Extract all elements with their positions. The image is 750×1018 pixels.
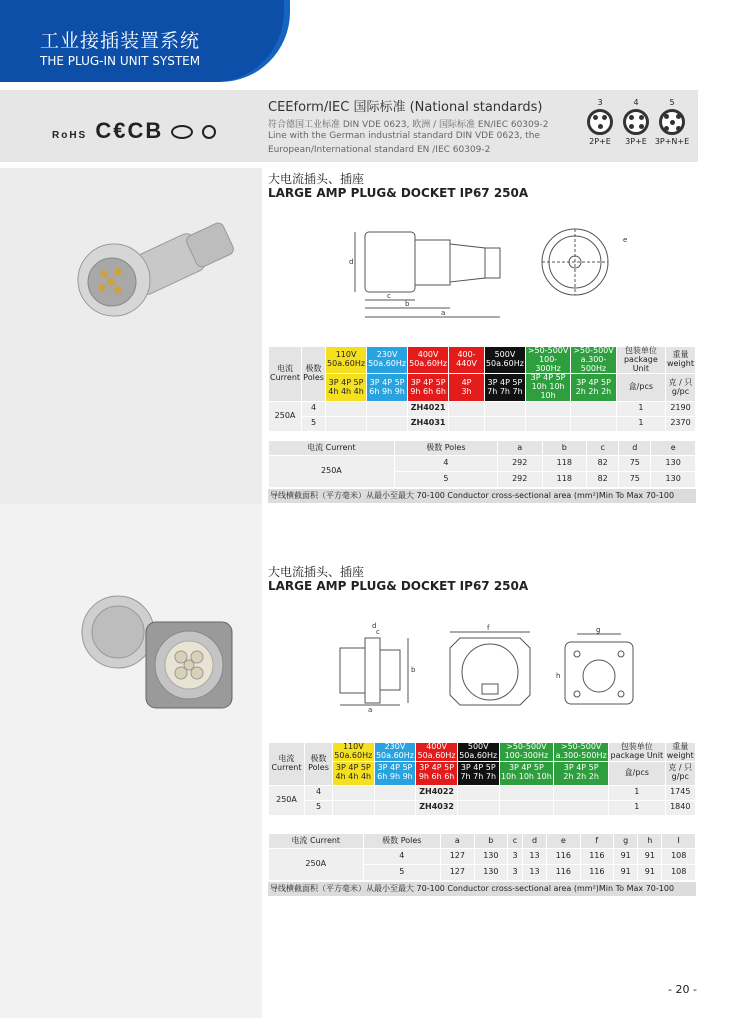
svg-text:a: a — [368, 706, 373, 714]
socket-5-icon — [659, 109, 685, 135]
hdr-g1-poles: 3P 4P 5P — [508, 763, 544, 773]
dim-b: 130 — [474, 865, 508, 881]
hdr-package-cn: 包装单位 — [624, 346, 657, 355]
svg-text:d: d — [372, 622, 377, 630]
pack-value: 1 — [609, 800, 665, 815]
hdr-package-en: package Unit — [623, 354, 658, 373]
hdr-230v-poles: 3P 4P 5P — [369, 377, 405, 387]
socket-photo — [78, 592, 248, 722]
hdr-g1-freq: 100-300Hz — [504, 750, 549, 760]
photo-panel-1 — [0, 168, 262, 504]
dim-hdr-b: b — [542, 441, 587, 456]
hdr-poles-en: Poles — [303, 372, 324, 382]
hdr-400v: 400V — [417, 350, 439, 360]
hdr-weight-en: weight — [667, 359, 694, 369]
hdr-110v-poles: 3P 4P 5P — [335, 763, 371, 773]
dim-a: 292 — [497, 456, 542, 472]
poles-value: 4 — [394, 456, 497, 472]
ce-cb-logo: C€CB — [95, 118, 164, 143]
hdr-weight-unit2: g/pc — [671, 386, 690, 396]
hdr-weight-unit1: 克 / 只 — [668, 377, 693, 387]
section1-title-en: LARGE AMP PLUG& DOCKET IP67 250A — [268, 186, 529, 200]
table-row — [269, 800, 696, 815]
svg-text:h: h — [556, 672, 561, 680]
standards-line2: Line with the German industrial standard DIN VDE 0623, the — [268, 131, 541, 141]
dim-hdr-a: a — [441, 834, 475, 849]
hdr-g1-v: >50-500V — [506, 742, 547, 751]
current-value: 250A — [269, 849, 364, 881]
dim-i: 108 — [662, 865, 696, 881]
dim-a: 127 — [441, 849, 475, 865]
section2-spec-table — [268, 742, 696, 816]
hdr-110v-poles: 3P 4P 5P — [328, 377, 364, 387]
hdr-g1-h: 10h 10h 10h — [531, 382, 565, 400]
hdr-110v-h: 4h 4h 4h — [328, 386, 364, 396]
pin-label: 3P+N+E — [654, 137, 690, 146]
dim-h: 91 — [638, 865, 662, 881]
pack-value: 1 — [616, 401, 665, 416]
product-code: ZH4032 — [416, 800, 458, 815]
dim-h: 91 — [638, 849, 662, 865]
hdr-package-cn: 包装单位 — [620, 742, 653, 751]
dim-e: 116 — [547, 865, 581, 881]
poles-value: 5 — [394, 472, 497, 488]
weight-value: 2370 — [665, 416, 695, 431]
table-row — [269, 785, 696, 800]
svg-text:g: g — [596, 626, 601, 634]
hdr-weight-unit2: g/pc — [671, 772, 689, 782]
hdr-poles-cn: 极数 — [305, 364, 322, 374]
ccc-icon — [171, 125, 193, 139]
section2-title-cn: 大电流插头、插座 — [268, 565, 365, 579]
poles-value: 4 — [302, 401, 326, 416]
dim-hdr-poles: 极数 Poles — [394, 441, 497, 456]
hdr-440v-poles: 4P — [461, 377, 472, 387]
section1-title-cn: 大电流插头、插座 — [268, 172, 365, 186]
section1-dimension-drawing — [345, 220, 645, 325]
hdr-poles-en: Poles — [308, 762, 329, 772]
dim-b: 118 — [542, 472, 587, 488]
hdr-g2-v: >50-500V — [560, 742, 602, 751]
dim-c: 82 — [587, 472, 619, 488]
rohs-logo: RoHS — [52, 130, 88, 141]
hdr-package-unit: 盒/pcs — [609, 761, 665, 785]
pin-number: 5 — [669, 98, 675, 107]
dim-g: 91 — [614, 865, 638, 881]
hdr-g2-v: >50-500V — [573, 346, 614, 355]
socket-4-icon — [623, 109, 649, 135]
hdr-current-en: Current — [270, 372, 301, 382]
header-title-cn: 工业接插装置系统 — [40, 30, 201, 52]
standards-line3: European/International standard EN /IEC 60309-2 — [268, 145, 491, 155]
svg-text:c: c — [376, 628, 380, 636]
product-code: ZH4022 — [416, 785, 458, 800]
hdr-g1-poles: 3P 4P 5P — [530, 373, 566, 383]
hdr-weight-unit1: 克 / 只 — [668, 763, 693, 773]
dim-a: 292 — [497, 472, 542, 488]
product-code: ZH4021 — [408, 401, 449, 416]
dim-hdr-h: h — [638, 834, 662, 849]
hdr-110v-freq: 50a.60Hz — [327, 359, 366, 369]
hdr-current-en: Current — [271, 762, 302, 772]
current-value: 250A — [269, 785, 305, 815]
section1-spec-table — [268, 346, 696, 432]
hdr-g2-poles: 3P 4P 5P — [576, 377, 611, 387]
pin-label: 3P+E — [625, 137, 647, 146]
dim-a: 127 — [441, 865, 475, 881]
hdr-230v: 230V — [384, 742, 406, 751]
svg-text:d: d — [349, 258, 354, 266]
dim-d: 75 — [619, 456, 651, 472]
standards-line1: 符合德国工业标准 DIN VDE 0623, 欧洲 / 国际标准 EN/IEC 60309-2 — [268, 120, 549, 130]
dim-hdr-current: 电流 Current — [269, 441, 395, 456]
hdr-230v-poles: 3P 4P 5P — [377, 763, 413, 773]
svg-text:b: b — [411, 666, 416, 674]
hdr-400v-h: 9h 6h 6h — [418, 772, 455, 782]
svg-text:e: e — [623, 236, 628, 244]
dim-hdr-e: e — [547, 834, 581, 849]
hdr-weight-cn: 重量 — [672, 350, 689, 360]
hdr-package-unit: 盒/pcs — [616, 374, 665, 401]
hdr-current-cn: 电流 — [277, 364, 294, 374]
pin-label: 2P+E — [589, 137, 611, 146]
hdr-500v-freq: 50a.60Hz — [459, 750, 498, 760]
poles-value: 5 — [363, 865, 441, 881]
standards-title: CEEform/IEC 国际标准 (National standards) — [268, 100, 543, 115]
hdr-230v-h: 6h 9h 9h — [377, 772, 413, 782]
poles-value: 4 — [305, 785, 333, 800]
pin-diagram-3 — [580, 98, 620, 146]
dim-hdr-e: e — [651, 441, 696, 456]
hdr-g2-freq: a.300-500Hz — [580, 354, 607, 373]
current-value: 250A — [269, 401, 302, 431]
section1-conductor-note: 导线横截面积（平方毫米）从最小至最大 70-100 Conductor cross-sectional area (mm²)Min To Max 70-100 — [268, 489, 696, 503]
dim-e: 116 — [547, 849, 581, 865]
header-title-en: THE PLUG-IN UNIT SYSTEM — [40, 54, 201, 68]
weight-value: 1745 — [665, 785, 695, 800]
hdr-230v: 230V — [376, 350, 398, 360]
socket-3-icon — [587, 109, 613, 135]
hdr-400v-poles: 3P 4P 5P — [410, 377, 446, 387]
table-row — [269, 456, 696, 472]
dim-hdr-f: f — [580, 834, 614, 849]
dim-c: 3 — [508, 849, 523, 865]
poles-value: 5 — [302, 416, 326, 431]
hdr-g1-v: >50-500V — [527, 346, 569, 355]
dim-hdr-d: d — [522, 834, 546, 849]
product-code: ZH4031 — [408, 416, 449, 431]
svg-text:c: c — [387, 292, 391, 300]
hdr-400v-freq: 50a.60Hz — [417, 750, 456, 760]
dim-d: 13 — [522, 865, 546, 881]
hdr-400v-freq: 50a.60Hz — [409, 359, 448, 369]
pack-value: 1 — [616, 416, 665, 431]
dim-e: 130 — [651, 472, 696, 488]
hdr-g2-freq: a.300-500Hz — [555, 750, 607, 760]
dim-hdr-a: a — [497, 441, 542, 456]
section1-dimension-table — [268, 440, 696, 488]
dim-e: 130 — [651, 456, 696, 472]
hdr-500v-poles: 3P 4P 5P — [487, 377, 523, 387]
hdr-400v-poles: 3P 4P 5P — [419, 763, 455, 773]
pack-value: 1 — [609, 785, 665, 800]
table-row — [269, 416, 696, 431]
dim-b: 118 — [542, 456, 587, 472]
hdr-g2-h: 2h 2h 2h — [575, 386, 612, 396]
section2-title-en: LARGE AMP PLUG& DOCKET IP67 250A — [268, 579, 529, 593]
hdr-500v: 500V — [467, 742, 489, 751]
dim-b: 130 — [474, 849, 508, 865]
hdr-package-en: package Unit — [610, 750, 664, 760]
hdr-weight-en: weight — [666, 750, 694, 760]
pin-number: 4 — [633, 98, 639, 107]
section2-dimension-table — [268, 833, 696, 881]
dim-d: 75 — [619, 472, 651, 488]
page-number: - 20 - — [668, 983, 697, 996]
svg-text:a: a — [441, 309, 446, 317]
plug-photo — [72, 222, 242, 322]
dim-hdr-d: d — [619, 441, 651, 456]
dim-f: 116 — [580, 865, 614, 881]
svg-text:f: f — [487, 624, 490, 632]
dim-hdr-b: b — [474, 834, 508, 849]
hdr-g2-poles: 3P 4P 5P — [563, 763, 599, 773]
poles-value: 5 — [305, 800, 333, 815]
hdr-weight-cn: 重量 — [672, 742, 689, 751]
hdr-230v-h: 6h 9h 9h — [369, 386, 405, 396]
weight-value: 2190 — [665, 401, 695, 416]
table-row — [269, 401, 696, 416]
cqc-icon — [202, 125, 216, 139]
svg-text:b: b — [405, 300, 410, 308]
pin-diagram-5 — [652, 98, 692, 146]
hdr-500v-h: 7h 7h 7h — [460, 772, 497, 782]
hdr-230v-freq: 50a.60Hz — [368, 359, 407, 369]
dim-d: 13 — [522, 849, 546, 865]
dim-hdr-g: g — [614, 834, 638, 849]
dim-c: 82 — [587, 456, 619, 472]
dim-hdr-c: c — [587, 441, 619, 456]
section2-conductor-note: 导线横截面积（平方毫米）从最小至最大 70-100 Conductor cross-sectional area (mm²)Min To Max 70-100 — [268, 882, 696, 896]
weight-value: 1840 — [665, 800, 695, 815]
section2-dimension-drawing — [330, 620, 650, 715]
hdr-440v-h: 3h — [461, 386, 472, 396]
poles-value: 4 — [363, 849, 441, 865]
hdr-500v: 500V — [494, 350, 516, 360]
dim-hdr-i: I — [662, 834, 696, 849]
table-row — [269, 849, 696, 865]
dim-f: 116 — [580, 849, 614, 865]
hdr-500v-poles: 3P 4P 5P — [460, 763, 496, 773]
hdr-500v-freq: 50a.60Hz — [485, 359, 524, 369]
certification-logos — [52, 118, 216, 144]
hdr-g2-h: 2h 2h 2h — [563, 772, 599, 782]
hdr-400v: 400V — [426, 742, 447, 751]
dim-hdr-poles: 极数 Poles — [363, 834, 441, 849]
hdr-110v: 110V — [342, 742, 364, 751]
dim-hdr-current: 电流 Current — [269, 834, 364, 849]
hdr-g1-h: 10h 10h 10h — [500, 772, 552, 782]
dim-g: 91 — [614, 849, 638, 865]
pin-diagram-4 — [616, 98, 656, 146]
hdr-110v-h: 4h 4h 4h — [335, 772, 372, 782]
hdr-400-440v: 400-440V — [449, 347, 485, 374]
dim-hdr-c: c — [508, 834, 523, 849]
hdr-g1-freq: 100-300Hz — [535, 354, 561, 373]
hdr-110v: 110V — [335, 350, 357, 360]
current-value: 250A — [269, 456, 395, 488]
dim-i: 108 — [662, 849, 696, 865]
hdr-current-cn: 电流 — [278, 754, 295, 763]
pin-number: 3 — [597, 98, 603, 107]
dim-c: 3 — [508, 865, 523, 881]
hdr-500v-h: 7h 7h 7h — [487, 386, 523, 396]
hdr-400v-h: 9h 6h 6h — [410, 386, 446, 396]
hdr-230v-freq: 50a.60Hz — [375, 750, 414, 760]
hdr-poles-cn: 极数 — [310, 754, 327, 763]
photo-panel-2 — [0, 504, 262, 1018]
hdr-110v-freq: 50a.60Hz — [334, 750, 373, 760]
